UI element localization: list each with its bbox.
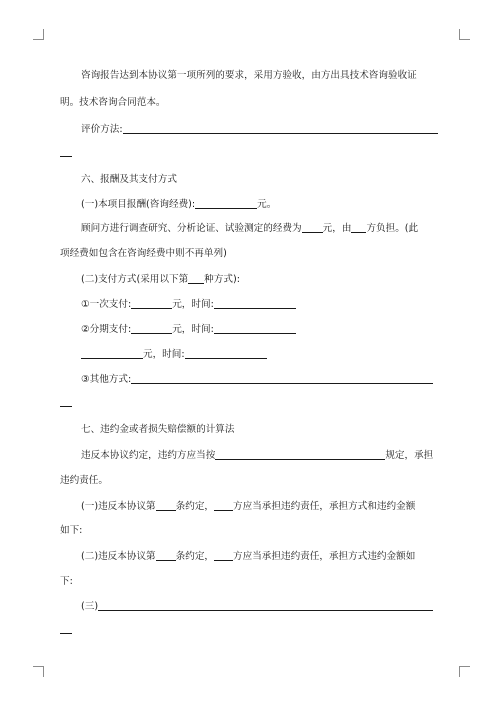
continuation-rule <box>60 406 72 407</box>
paragraph-line: 明。技术咨询合同范本。 <box>60 97 166 108</box>
cost-text: 顾问方进行调查研究、分析论证、试验测定的经费为 <box>81 223 302 234</box>
payment-method-line <box>81 272 440 286</box>
evaluation-blank[interactable] <box>123 122 438 134</box>
breach-item-text: (二)违反本协议第 <box>81 551 156 562</box>
clause-number-blank[interactable] <box>156 549 176 561</box>
breach-item-text: 方应当承担违约责任，承担方式和违约金额 <box>233 501 416 512</box>
other-method-label: ③其他方式: <box>81 374 132 385</box>
yuan-time-label: 元，时间: <box>143 349 185 360</box>
evaluation-label: 评价方法: <box>81 124 123 135</box>
payment-option-blank[interactable] <box>188 272 204 284</box>
breach-text: 规定，承担 <box>385 450 434 461</box>
lump-sum-amount-blank[interactable] <box>131 297 172 309</box>
fee-blank[interactable] <box>195 197 257 209</box>
breach-item-text: 条约定， <box>175 501 215 512</box>
installment-amount-blank[interactable] <box>81 347 143 359</box>
party-blank[interactable] <box>214 499 233 511</box>
cost-amount-blank[interactable] <box>302 221 323 233</box>
cost-line <box>81 221 440 235</box>
cost-party-blank[interactable] <box>351 221 366 233</box>
crop-mark-bottom-left <box>33 666 44 677</box>
payment-text: 种方式): <box>204 274 240 285</box>
other-method-line <box>81 372 440 386</box>
section-heading: 六、报酬及其支付方式 <box>81 174 177 185</box>
cost-text: 元，由 <box>322 223 352 234</box>
continuation-rule <box>60 633 72 634</box>
breach-line <box>81 448 440 462</box>
breach-item-3 <box>81 599 440 613</box>
section-heading: 七、违约金或者损失赔偿额的计算法 <box>81 424 235 435</box>
payment-text: (二)支付方式(采用以下第 <box>81 274 189 285</box>
crop-mark-bottom-right <box>459 666 470 677</box>
continuation-rule <box>60 156 72 157</box>
paragraph-line: 违约责任。 <box>60 475 108 486</box>
fee-line <box>81 197 440 211</box>
crop-mark-top-right <box>459 29 470 40</box>
crop-mark-top-left <box>33 29 44 40</box>
other-method-blank[interactable] <box>131 372 433 384</box>
breach-item-text: (一)违反本协议第 <box>81 501 156 512</box>
installment-amount-blank[interactable] <box>131 322 172 334</box>
installment-line-2 <box>81 347 440 361</box>
breach-item-text: 方应当承担违约责任，承担方式违约金额如 <box>233 551 416 562</box>
party-blank[interactable] <box>214 549 233 561</box>
evaluation-method-line <box>81 122 440 136</box>
installment-label: ②分期支付: <box>81 324 132 335</box>
installment-time-blank[interactable] <box>185 347 267 359</box>
installment-line <box>81 322 440 336</box>
installment-time-blank[interactable] <box>214 322 296 334</box>
breach-item-text: 条约定， <box>175 551 215 562</box>
clause-number-blank[interactable] <box>156 499 176 511</box>
yuan-time-label: 元，时间: <box>172 299 214 310</box>
lump-sum-line <box>81 297 440 311</box>
paragraph-line: 下: <box>60 576 73 587</box>
breach-rule-blank[interactable] <box>215 448 385 460</box>
breach-item-3-blank[interactable] <box>98 599 433 611</box>
lump-sum-label: ①一次支付: <box>81 299 132 310</box>
paragraph-line: 项经费如包含在咨询经费中则不再单列) <box>60 248 227 259</box>
breach-item-1 <box>81 499 440 513</box>
fee-unit: 元。 <box>257 199 277 210</box>
fee-label: (一)本项目报酬(咨询经费): <box>81 199 196 210</box>
cost-text: 方负担。(此 <box>366 223 419 234</box>
lump-sum-time-blank[interactable] <box>214 297 296 309</box>
breach-item-3-label: (三) <box>81 601 99 612</box>
breach-text: 违反本协议约定，违约方应当按 <box>81 450 216 461</box>
breach-item-2 <box>81 549 440 563</box>
paragraph-line: 如下: <box>60 525 83 536</box>
yuan-time-label: 元，时间: <box>172 324 214 335</box>
paragraph-line: 咨询报告达到本协议第一项所列的要求，采用方验收，由方出具技术咨询验收证 <box>81 70 417 81</box>
